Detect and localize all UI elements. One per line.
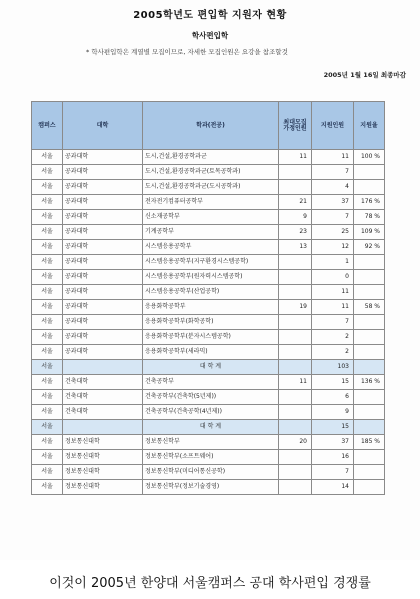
cell-quota <box>279 285 312 300</box>
cell-college: 정보통신대학 <box>63 480 143 495</box>
table-row <box>32 255 385 270</box>
cell-campus: 서울 <box>32 435 63 450</box>
cell-campus: 서울 <box>32 390 63 405</box>
cell-applicants: 11 <box>312 300 354 315</box>
cell-quota <box>279 450 312 465</box>
header-campus: 캠퍼스 <box>32 102 63 150</box>
cell-applicants: 7 <box>312 210 354 225</box>
cell-rate <box>354 345 385 360</box>
cell-applicants: 7 <box>312 165 354 180</box>
cell-college: 공과대학 <box>63 210 143 225</box>
cell-quota <box>279 255 312 270</box>
cell-applicants: 7 <box>312 465 354 480</box>
cell-quota <box>279 330 312 345</box>
cell-quota: 11 <box>279 150 312 165</box>
cell-rate <box>354 405 385 420</box>
cell-campus: 서울 <box>32 240 63 255</box>
cell-dept: 응용화학공학부(분자시스템공학) <box>143 330 279 345</box>
cell-quota <box>279 345 312 360</box>
cell-applicants: 0 <box>312 270 354 285</box>
table-body <box>32 150 385 495</box>
cell-rate <box>354 270 385 285</box>
cell-dept: 도시,건설,환경공학과군(토목공학과) <box>143 165 279 180</box>
cell-college <box>63 420 143 435</box>
cell-dept: 정보통신학부(소프트웨어) <box>143 450 279 465</box>
cell-quota: 19 <box>279 300 312 315</box>
cell-dept: 건축공학부 <box>143 375 279 390</box>
doc-title: 2005학년도 편입학 지원자 현황 <box>133 10 287 21</box>
cell-college: 정보통신대학 <box>63 435 143 450</box>
notice-text: * 학사편입학은 계열별 모집이므로, 자세한 모집인원은 요강을 참조할것 <box>86 48 288 56</box>
cell-college <box>63 360 143 375</box>
cell-quota <box>279 360 312 375</box>
cell-rate: 100 % <box>354 150 385 165</box>
cell-quota: 20 <box>279 435 312 450</box>
cell-rate <box>354 480 385 495</box>
cell-campus: 서울 <box>32 180 63 195</box>
cell-dept: 시스템응용공학부(지구환경시스템공학) <box>143 255 279 270</box>
cell-rate <box>354 390 385 405</box>
table-row <box>32 450 385 465</box>
cell-dept: 대 학 계 <box>143 420 279 435</box>
cell-college: 건축대학 <box>63 390 143 405</box>
cell-quota <box>279 270 312 285</box>
cell-rate <box>354 180 385 195</box>
cell-college: 공과대학 <box>63 195 143 210</box>
cell-college: 건축대학 <box>63 375 143 390</box>
table-header-row <box>32 102 385 150</box>
cell-applicants: 1 <box>312 255 354 270</box>
table-row <box>32 465 385 480</box>
cell-college: 공과대학 <box>63 300 143 315</box>
cell-dept: 신소재공학부 <box>143 210 279 225</box>
cell-applicants: 14 <box>312 480 354 495</box>
cell-quota: 13 <box>279 240 312 255</box>
cell-quota: 9 <box>279 210 312 225</box>
cell-rate <box>354 330 385 345</box>
cell-rate <box>354 285 385 300</box>
cell-quota <box>279 390 312 405</box>
header-quota: 최대모집 가정인원 <box>279 102 312 150</box>
cell-dept: 도시,건설,환경공학과군(도시공학과) <box>143 180 279 195</box>
cell-college: 공과대학 <box>63 225 143 240</box>
cell-applicants: 11 <box>312 285 354 300</box>
doc-subtitle: 학사편입학 <box>191 31 229 40</box>
cell-dept: 정보통신학부 <box>143 435 279 450</box>
cell-dept: 전자전기컴퓨터공학부 <box>143 195 279 210</box>
cell-college: 공과대학 <box>63 345 143 360</box>
cell-quota <box>279 465 312 480</box>
cell-college: 공과대학 <box>63 255 143 270</box>
cell-rate: 185 % <box>354 435 385 450</box>
cell-dept: 도시,건설,환경공학과군 <box>143 150 279 165</box>
cell-college: 공과대학 <box>63 180 143 195</box>
cell-dept: 응용화학공학부 <box>143 300 279 315</box>
cell-applicants: 12 <box>312 240 354 255</box>
cell-campus: 서울 <box>32 285 63 300</box>
cell-dept: 정보통신학부(정보기술경영) <box>143 480 279 495</box>
table-row <box>32 180 385 195</box>
table-row <box>32 315 385 330</box>
table-row <box>32 405 385 420</box>
cell-campus: 서울 <box>32 330 63 345</box>
cell-quota: 23 <box>279 225 312 240</box>
cell-campus: 서울 <box>32 225 63 240</box>
header-applicants: 지원인원 <box>312 102 354 150</box>
cell-applicants: 37 <box>312 435 354 450</box>
cell-college: 공과대학 <box>63 165 143 180</box>
cell-quota: 21 <box>279 195 312 210</box>
cell-applicants: 11 <box>312 150 354 165</box>
table-row <box>32 330 385 345</box>
header-dept: 학과(전공) <box>143 102 279 150</box>
cell-dept: 대 학 계 <box>143 360 279 375</box>
table-row <box>32 390 385 405</box>
cell-college: 공과대학 <box>63 240 143 255</box>
applicant-table <box>31 101 385 495</box>
cell-campus: 서울 <box>32 360 63 375</box>
cell-rate: 78 % <box>354 210 385 225</box>
cell-campus: 서울 <box>32 300 63 315</box>
cell-college: 정보통신대학 <box>63 465 143 480</box>
table-row <box>32 195 385 210</box>
header-rate: 지원율 <box>354 102 385 150</box>
cell-college: 공과대학 <box>63 315 143 330</box>
cell-rate <box>354 360 385 375</box>
cell-campus: 서울 <box>32 375 63 390</box>
cell-campus: 서울 <box>32 450 63 465</box>
cell-rate: 58 % <box>354 300 385 315</box>
cell-quota <box>279 165 312 180</box>
cell-quota <box>279 420 312 435</box>
cell-rate: 109 % <box>354 225 385 240</box>
table-row <box>32 150 385 165</box>
cell-campus: 서울 <box>32 420 63 435</box>
cell-rate: 136 % <box>354 375 385 390</box>
cell-college: 공과대학 <box>63 150 143 165</box>
cell-rate <box>354 465 385 480</box>
cell-applicants: 37 <box>312 195 354 210</box>
cell-applicants: 15 <box>312 375 354 390</box>
cell-campus: 서울 <box>32 405 63 420</box>
cell-dept: 시스템응용공학부 <box>143 240 279 255</box>
cell-quota: 11 <box>279 375 312 390</box>
cell-college: 공과대학 <box>63 270 143 285</box>
cell-applicants: 4 <box>312 180 354 195</box>
cell-campus: 서울 <box>32 150 63 165</box>
table-row <box>32 240 385 255</box>
table-row <box>32 165 385 180</box>
table-row <box>32 225 385 240</box>
cell-dept: 정보통신학부(미디어통신공학) <box>143 465 279 480</box>
cell-dept: 응용화학공학부(세라믹) <box>143 345 279 360</box>
cell-dept: 건축공학부(건축공학(4년제)) <box>143 405 279 420</box>
cell-rate: 176 % <box>354 195 385 210</box>
table-row <box>32 435 385 450</box>
cell-college: 정보통신대학 <box>63 450 143 465</box>
cell-campus: 서울 <box>32 465 63 480</box>
cell-dept: 시스템응용공학부(원자력시스템공학) <box>143 270 279 285</box>
cell-quota <box>279 315 312 330</box>
cell-campus: 서울 <box>32 315 63 330</box>
table-row <box>32 480 385 495</box>
cell-campus: 서울 <box>32 345 63 360</box>
table-row <box>32 210 385 225</box>
cell-college: 공과대학 <box>63 285 143 300</box>
cell-campus: 서울 <box>32 270 63 285</box>
subtotal-row <box>32 360 385 375</box>
table-row <box>32 375 385 390</box>
cell-rate: 92 % <box>354 240 385 255</box>
cell-applicants: 6 <box>312 390 354 405</box>
subtotal-row <box>32 420 385 435</box>
cell-dept: 건축공학부(건축학(5년제)) <box>143 390 279 405</box>
table-row <box>32 345 385 360</box>
cell-campus: 서울 <box>32 195 63 210</box>
cell-campus: 서울 <box>32 165 63 180</box>
cell-quota <box>279 405 312 420</box>
cell-dept: 기계공학부 <box>143 225 279 240</box>
cell-dept: 시스템응용공학부(산업공학) <box>143 285 279 300</box>
deadline-text: 2005년 1월 16일 최종마감 <box>323 71 406 79</box>
cell-applicants: 9 <box>312 405 354 420</box>
caption-text: 이것이 2005년 한양대 서울캠퍼스 공대 학사편입 경쟁률 <box>49 576 371 591</box>
table-row <box>32 285 385 300</box>
cell-rate <box>354 165 385 180</box>
cell-rate <box>354 315 385 330</box>
cell-campus: 서울 <box>32 480 63 495</box>
cell-rate <box>354 255 385 270</box>
cell-college: 건축대학 <box>63 405 143 420</box>
cell-campus: 서울 <box>32 210 63 225</box>
cell-rate <box>354 450 385 465</box>
cell-applicants: 7 <box>312 315 354 330</box>
cell-quota <box>279 180 312 195</box>
cell-college: 공과대학 <box>63 330 143 345</box>
cell-rate <box>354 420 385 435</box>
cell-applicants: 25 <box>312 225 354 240</box>
cell-applicants: 2 <box>312 345 354 360</box>
cell-applicants: 2 <box>312 330 354 345</box>
table-row <box>32 300 385 315</box>
cell-quota <box>279 480 312 495</box>
header-college: 대학 <box>63 102 143 150</box>
cell-campus: 서울 <box>32 255 63 270</box>
cell-applicants: 16 <box>312 450 354 465</box>
cell-dept: 응용화학공학부(화학공학) <box>143 315 279 330</box>
cell-applicants: 103 <box>312 360 354 375</box>
cell-applicants: 15 <box>312 420 354 435</box>
table-row <box>32 270 385 285</box>
